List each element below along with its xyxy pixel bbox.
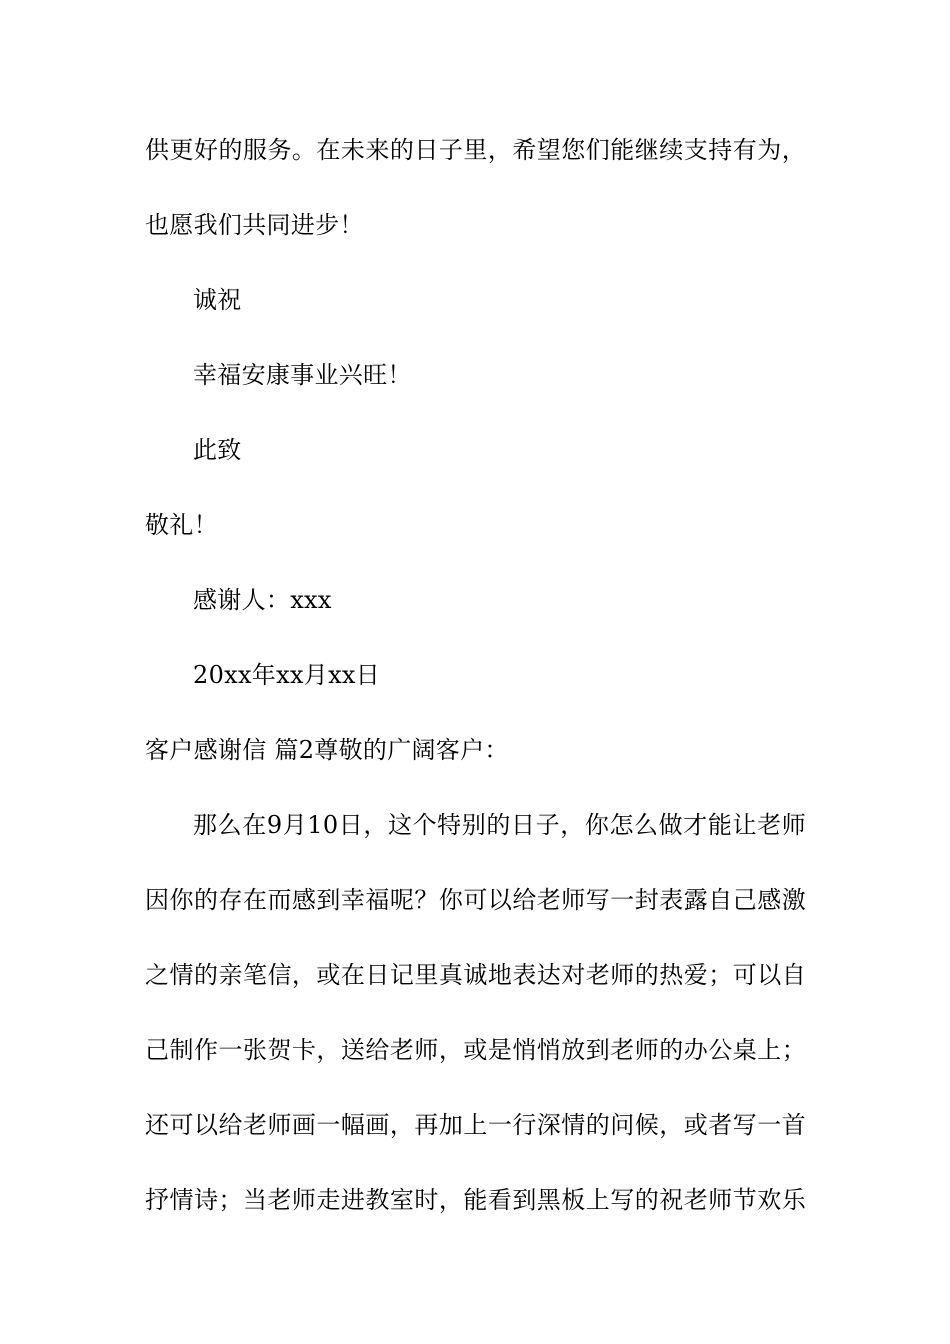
paragraph-line-2: 因你的存在而感到幸福呢？你可以给老师写一封表露自己感激	[145, 886, 806, 914]
closing-wish-label: 诚祝	[193, 286, 242, 314]
date-line: 20xx年xx月xx日	[193, 661, 381, 689]
paragraph-line-5: 还可以给老师画一幅画，再加上一行深情的问候，或者写一首	[145, 1111, 806, 1139]
section-heading: 客户感谢信 篇2尊敬的广阔客户：	[145, 736, 509, 764]
paragraph-line-1: 那么在9月10日，这个特别的日子，你怎么做才能让老师	[193, 811, 806, 839]
salutation-label: 此致	[193, 436, 242, 464]
closing-wish-text: 幸福安康事业兴旺！	[193, 361, 412, 389]
signature-line: 感谢人：xxx	[193, 586, 332, 614]
paragraph-line-3: 之情的亲笔信，或在日记里真诚地表达对老师的热爱；可以自	[145, 961, 806, 989]
paragraph-line-4: 己制作一张贺卡，送给老师，或是悄悄放到老师的办公桌上；	[145, 1036, 806, 1064]
body-line-2: 也愿我们共同进步！	[145, 211, 364, 239]
paragraph-line-6: 抒情诗；当老师走进教室时，能看到黑板上写的祝老师节欢乐	[145, 1186, 806, 1214]
salutation-text: 敬礼！	[145, 511, 218, 539]
body-line-1: 供更好的服务。在未来的日子里，希望您们能继续支持有为，	[145, 136, 806, 164]
